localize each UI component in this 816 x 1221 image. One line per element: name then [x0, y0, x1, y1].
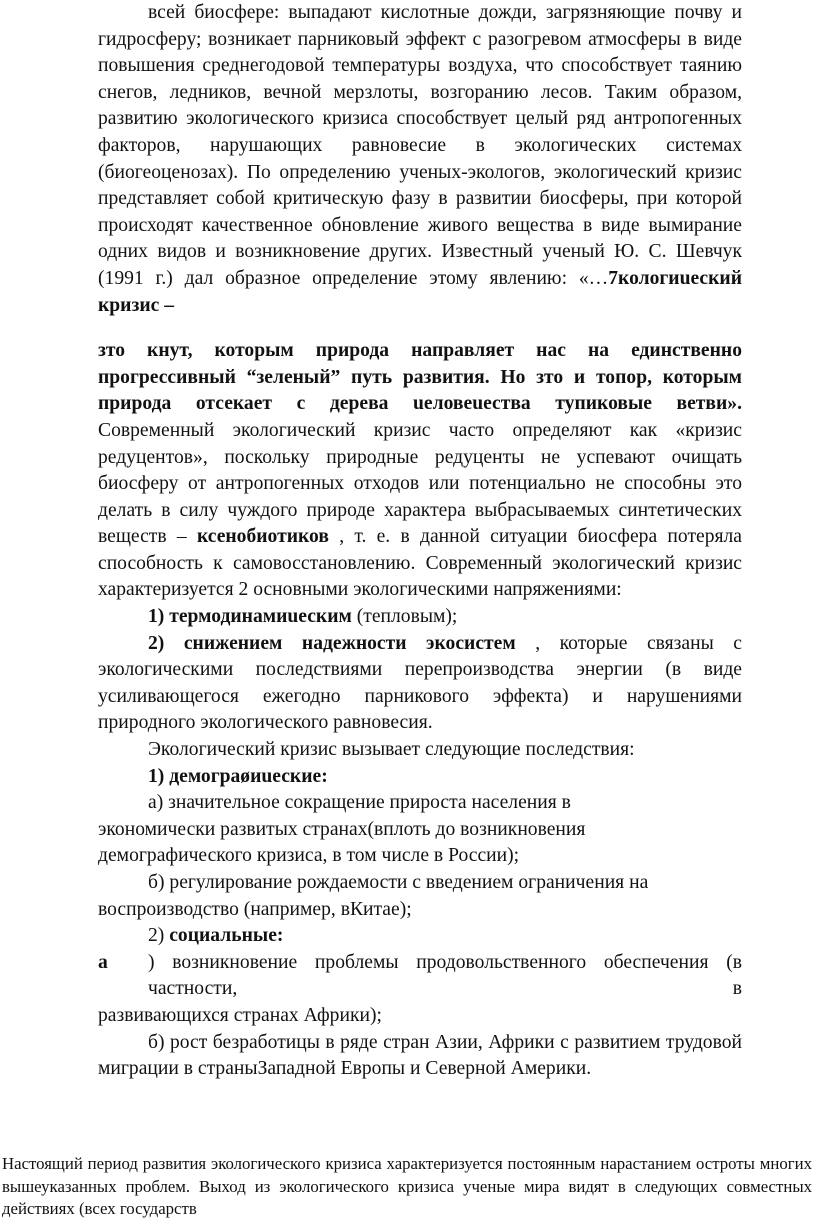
paragraph-crisis-definition — [98, 338, 742, 604]
bold-item-ecosystem-reliability: 2) снижением надежности экосистем — [148, 632, 516, 654]
item-marker-wrapper — [98, 950, 148, 977]
list-item-social-a-continuation — [98, 1003, 742, 1030]
bold-quote-shevchuk: зто кнут, которым природа направляет нас на единственно прогрессивный “зеленый” путь развития. Но зто и топор, которым природа отсекает с дерева uеловеuества тупиковые ветви». — [98, 340, 742, 415]
item-text: а) значительное сокращение прироста населения в экономически развитых странах(вплоть до возникновения демографического кризиса, в том числе в России); — [98, 792, 586, 867]
item-text: б) рост безработицы в ряде стран Азии, Африки с развитием трудовой миграции в страныЗападной Европы и Северной Америки. — [98, 1031, 742, 1080]
item-text: , которые связаны с экологическими последствиями перепроизводства энергии (в виде усиливающегося ежегодно парникового эффекта) и нарушениями природного экологического равновесия. — [98, 632, 742, 734]
list-item-demo-a — [98, 790, 638, 870]
heading-demographic — [98, 764, 742, 791]
bold-heading-demographic: 1) демограøиuеские: — [148, 765, 328, 787]
item-text: развивающихся странах Африки); — [98, 1004, 382, 1026]
list-item-social-b — [98, 1030, 742, 1083]
item-text: ) возникновение проблемы продовольственного обеспечения (в частности, в — [148, 951, 742, 1000]
paragraph-text: Экологический кризис вызывает следующие последствия: — [148, 739, 635, 761]
item-text: (тепловым); — [351, 606, 458, 628]
paragraph-text: всей биосфере: выпадают кислотные дожди, загрязняющие почву и гидросферу; возникает парниковый эффект с разогревом атмосферы в виде повышения среднегодовой температуры воздуха, что способствует таянию снегов, ледников, вечной мерзлоты, возгоранию лесов. Таким образом, развитию экологического кризиса способствует целый ряд антропогенных факторов, нарушающих равновесие в экологических системах (биогеоценозах). По определению ученых-экологов, экологический кризис представляет собой критическую фазу в развитии биосферы, при которой происходят качественное обновление живого вещества в виде вымирание одних видов и возникновение других. Известный ученый Ю. С. Шевчук (1991 г.) дал образное определение этому явлению: «… — [98, 2, 742, 289]
list-item-demo-b — [98, 870, 698, 923]
paragraph-text: , т. е. в данной ситуации биосфера потеряла способность к самовосстановлению. Современный экологический кризис характеризуется 2 основными экологическими напряжениями: — [98, 526, 742, 601]
paragraph-gap — [98, 319, 742, 338]
bold-heading-social: социальные: — [169, 925, 284, 947]
paragraph-text: Современный экологический кризис часто определяют как «кризис редуцентов», поскольку природные редуценты не успевают очищать биосферу от антропогенных отходов или потенциально не способны это делать в силу чуждого природе характера выбрасываемых синтетических веществ – — [98, 419, 742, 548]
footer-paragraph: Настоящий период развития экологического кризиса характеризуется постоянным нарастанием остроты многих вышеуказанных проблем. Выход из экологического кризиса ученые мира видят в следующих совместных действиях (всех государств — [2, 1154, 812, 1218]
item-text: б) регулирование рождаемости с введением ограничения на воспроизводство (например, вКитае); — [98, 872, 649, 920]
heading-number: 2) — [148, 925, 170, 947]
document-body — [98, 0, 742, 1083]
bold-term-ecological-crisis: 7кологиuеский кризис – — [98, 267, 742, 316]
paragraph-consequences-intro — [98, 737, 742, 764]
paragraph-biosphere-effects — [98, 0, 742, 319]
bold-term-xenobiotics: ксенобиотиков — [196, 526, 329, 548]
list-item-ecosystem-reliability — [98, 631, 742, 737]
heading-social — [98, 923, 742, 950]
bold-item-thermodynamic: 1) термодинамиuеским — [148, 606, 352, 628]
item-marker: а — [98, 951, 108, 973]
list-item-thermodynamic — [98, 604, 742, 631]
list-item-social-a — [98, 950, 742, 1003]
